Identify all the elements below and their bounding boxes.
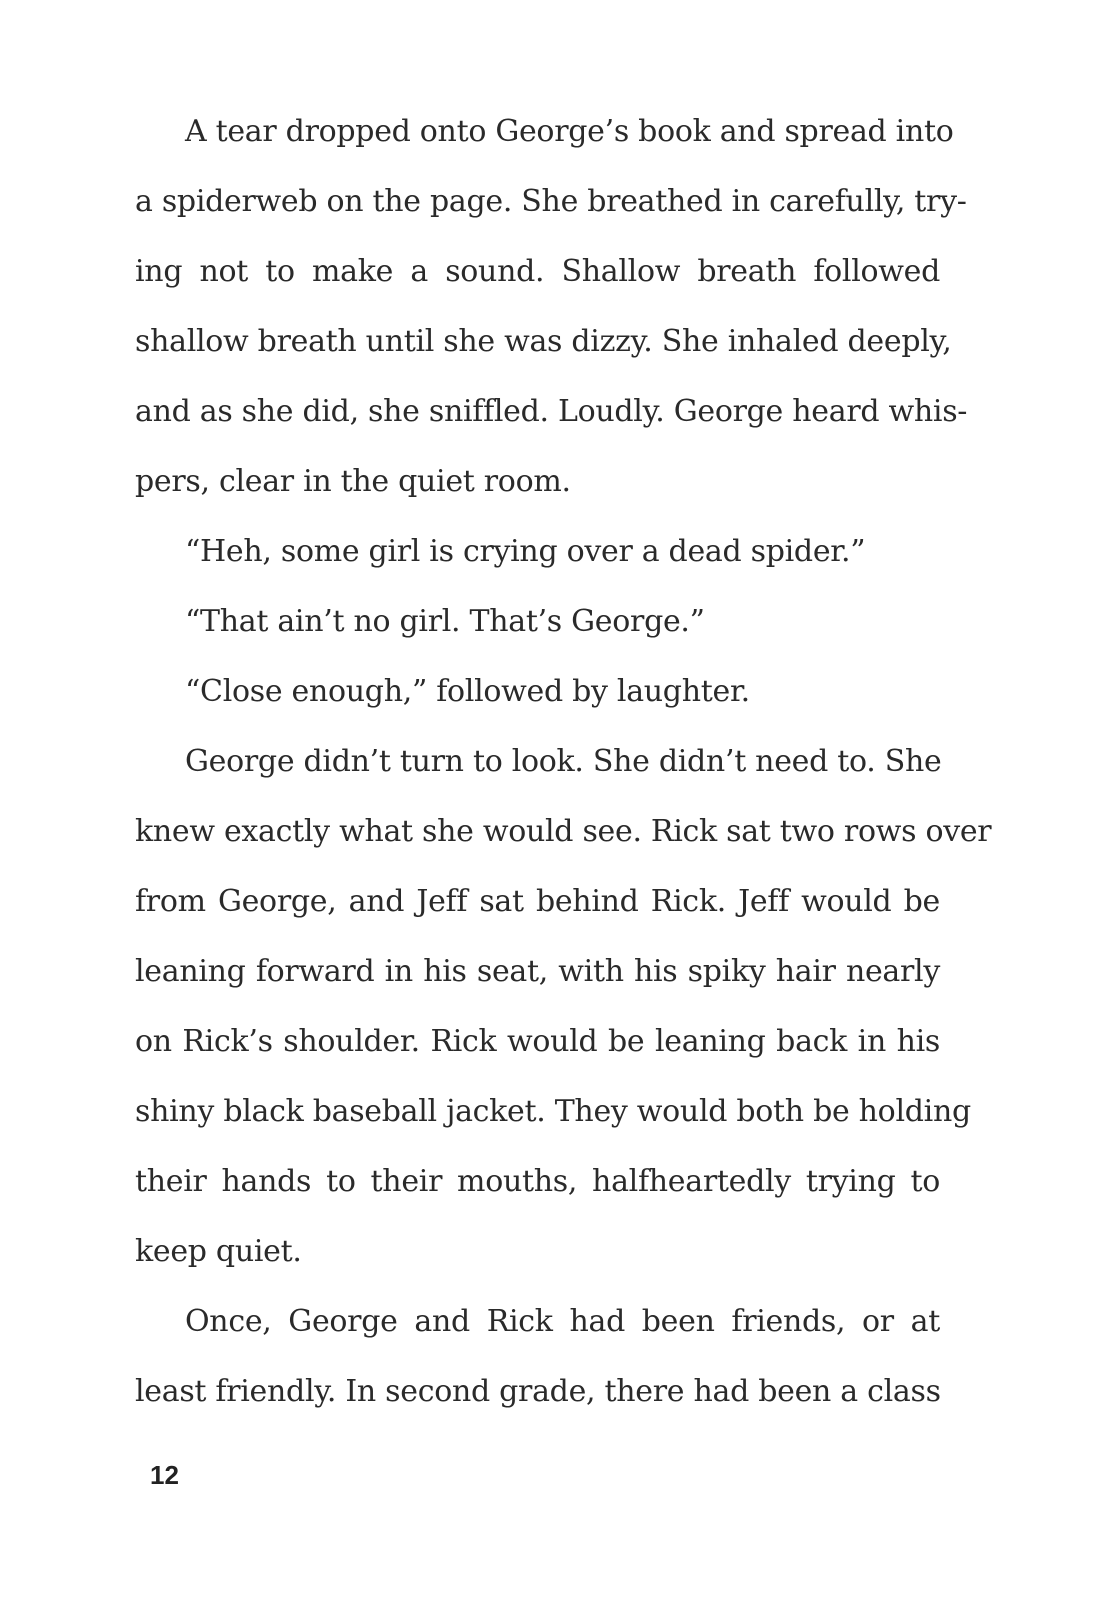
text-line: shiny black baseball jacket. They would both be holding (135, 1094, 971, 1129)
text-line: from George, and Jeff sat behind Rick. Jeff would be (135, 884, 940, 919)
text-line: pers, clear in the quiet room. (135, 464, 571, 499)
page-number: 12 (150, 1460, 179, 1490)
text-line: knew exactly what she would see. Rick sat two rows over (135, 814, 992, 849)
text-line: on Rick’s shoulder. Rick would be leaning back in his (135, 1024, 940, 1059)
dialogue-line: “Close enough,” followed by laughter. (185, 674, 750, 709)
text-line: Once, George and Rick had been friends, or at (185, 1304, 940, 1339)
text-line: shallow breath until she was dizzy. She inhaled deeply, (135, 324, 952, 359)
text-line: and as she did, she sniffled. Loudly. George heard whis- (135, 394, 968, 429)
text-line: a spiderweb on the page. She breathed in carefully, try- (135, 184, 967, 219)
dialogue-line: “That ain’t no girl. That’s George.” (185, 604, 705, 639)
text-line: their hands to their mouths, halfheartedly trying to (135, 1164, 940, 1199)
text-line: A tear dropped onto George’s book and spread into (185, 114, 954, 149)
text-line: keep quiet. (135, 1234, 302, 1269)
text-line: leaning forward in his seat, with his spiky hair nearly (135, 954, 940, 989)
text-line: ing not to make a sound. Shallow breath followed (135, 254, 940, 289)
text-line: George didn’t turn to look. She didn’t need to. She (185, 744, 942, 779)
dialogue-line: “Heh, some girl is crying over a dead spider.” (185, 534, 866, 569)
text-line: least friendly. In second grade, there had been a class (135, 1374, 941, 1409)
